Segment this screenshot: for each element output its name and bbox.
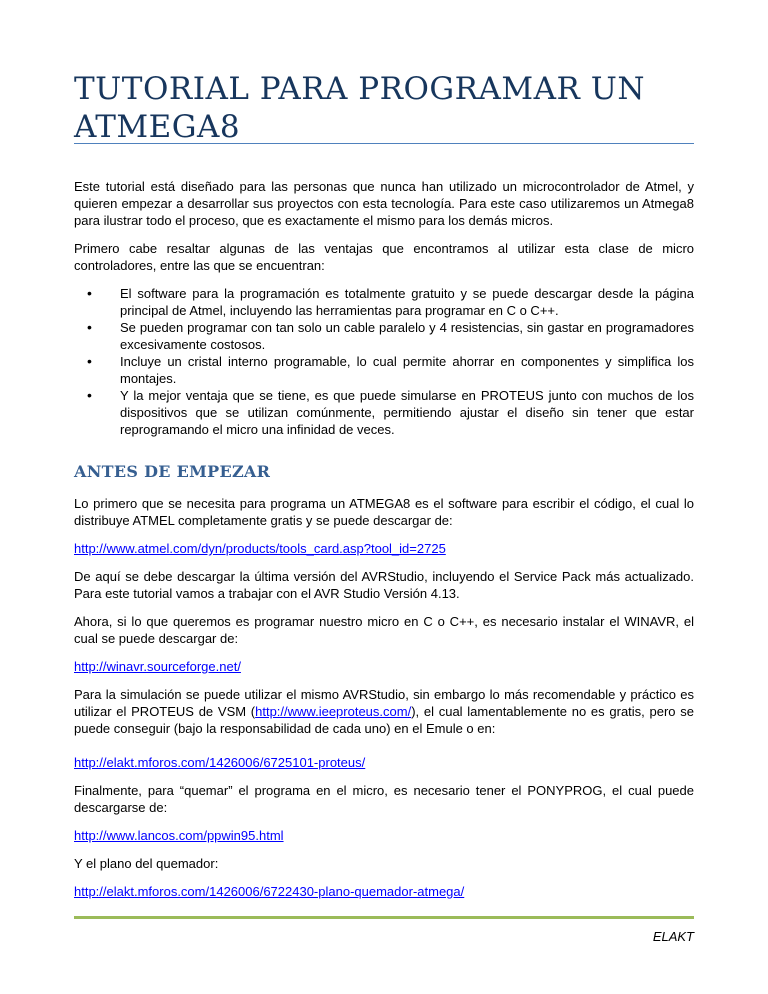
title-underline [74, 143, 694, 144]
list-item-text: Y la mejor ventaja que se tiene, es que puede simularse en PROTEUS junto con muchos de los dispositivos que se utilizan comúnmente, permitiendo ajustar el diseño sin tener que estar reprogramando el micro una infinidad de veces. [120, 388, 694, 437]
winavr-link[interactable]: http://winavr.sourceforge.net/ [74, 659, 241, 674]
section-heading: ANTES DE EMPEZAR [74, 462, 271, 481]
bullet-icon: • [87, 387, 92, 403]
list-item [74, 319, 694, 353]
list-item-text: Incluye un cristal interno programable, lo cual permite ahorrar en componentes y simplifica los montajes. [120, 354, 694, 386]
list-item [74, 353, 694, 387]
section-paragraph-1: Lo primero que se necesita para programa un ATMEGA8 es el software para escribir el código, el cual lo distribuye ATMEL completamente gratis y se puede descargar de: [74, 496, 694, 528]
proteus-site-link[interactable]: http://www.ieeproteus.com/ [255, 704, 412, 719]
section-paragraph-3: Ahora, si lo que queremos es programar nuestro micro en C o C++, es necesario instalar el WINAVR, el cual se puede descargar de: [74, 614, 694, 646]
section-paragraph-2: De aquí se debe descargar la última versión del AVRStudio, incluyendo el Service Pack más actualizado. Para este tutorial vamos a trabajar con el AVR Studio Versión 4.13. [74, 569, 694, 601]
intro-paragraph-1: Este tutorial está diseñado para las personas que nunca han utilizado un microcontrolador de Atmel, y quieren empezar a desarrollar sus proyectos con esta tecnología. Para este caso utilizaremos un Atmega8 para ilustrar todo el proceso, que es exactamente el mismo para los demás micros. [74, 179, 694, 228]
section-paragraph-4 [74, 686, 694, 737]
list-item-text: Se pueden programar con tan solo un cable paralelo y 4 resistencias, sin gastar en programadores excesivamente costosos. [120, 320, 694, 352]
page-title: TUTORIAL PARA PROGRAMAR UN ATMEGA8 [74, 71, 645, 145]
list-item [74, 285, 694, 319]
ponyprog-link[interactable]: http://www.lancos.com/ppwin95.html [74, 828, 284, 843]
bullet-icon: • [87, 353, 92, 369]
section-paragraph-5: Finalmente, para “quemar” el programa en el micro, es necesario tener el PONYPROG, el cual puede descargarse de: [74, 783, 694, 815]
list-item [74, 387, 694, 438]
burner-plan-link[interactable]: http://elakt.mforos.com/1426006/6722430-plano-quemador-atmega/ [74, 884, 465, 899]
document-body [74, 178, 694, 911]
proteus-forum-link[interactable]: http://elakt.mforos.com/1426006/6725101-proteus/ [74, 755, 366, 770]
bullet-icon: • [87, 285, 92, 301]
advantages-list [74, 285, 694, 438]
paragraph-text: Para la simulación se puede utilizar el mismo AVRStudio, sin embargo lo más recomendable y práctico es utilizar el PROTEUS de VSM ( [74, 687, 694, 719]
footer-rule [74, 916, 694, 919]
bullet-icon: • [87, 319, 92, 335]
section-paragraph-6: Y el plano del quemador: [74, 856, 219, 871]
footer-text: ELAKT [652, 929, 694, 944]
paragraph-text: ), el cual lamentablemente no es gratis, pero se puede conseguir (bajo la responsabilidad de cada uno) en el Emule o en: [74, 704, 694, 736]
atmel-tools-link[interactable]: http://www.atmel.com/dyn/products/tools_card.asp?tool_id=2725 [74, 541, 446, 556]
intro-paragraph-2: Primero cabe resaltar algunas de las ventajas que encontramos al utilizar esta clase de micro controladores, entre las que se encuentran: [74, 241, 694, 273]
list-item-text: El software para la programación es totalmente gratuito y se puede descargar desde la página principal de Atmel, incluyendo las herramientas para programar en C o C++. [120, 286, 694, 318]
